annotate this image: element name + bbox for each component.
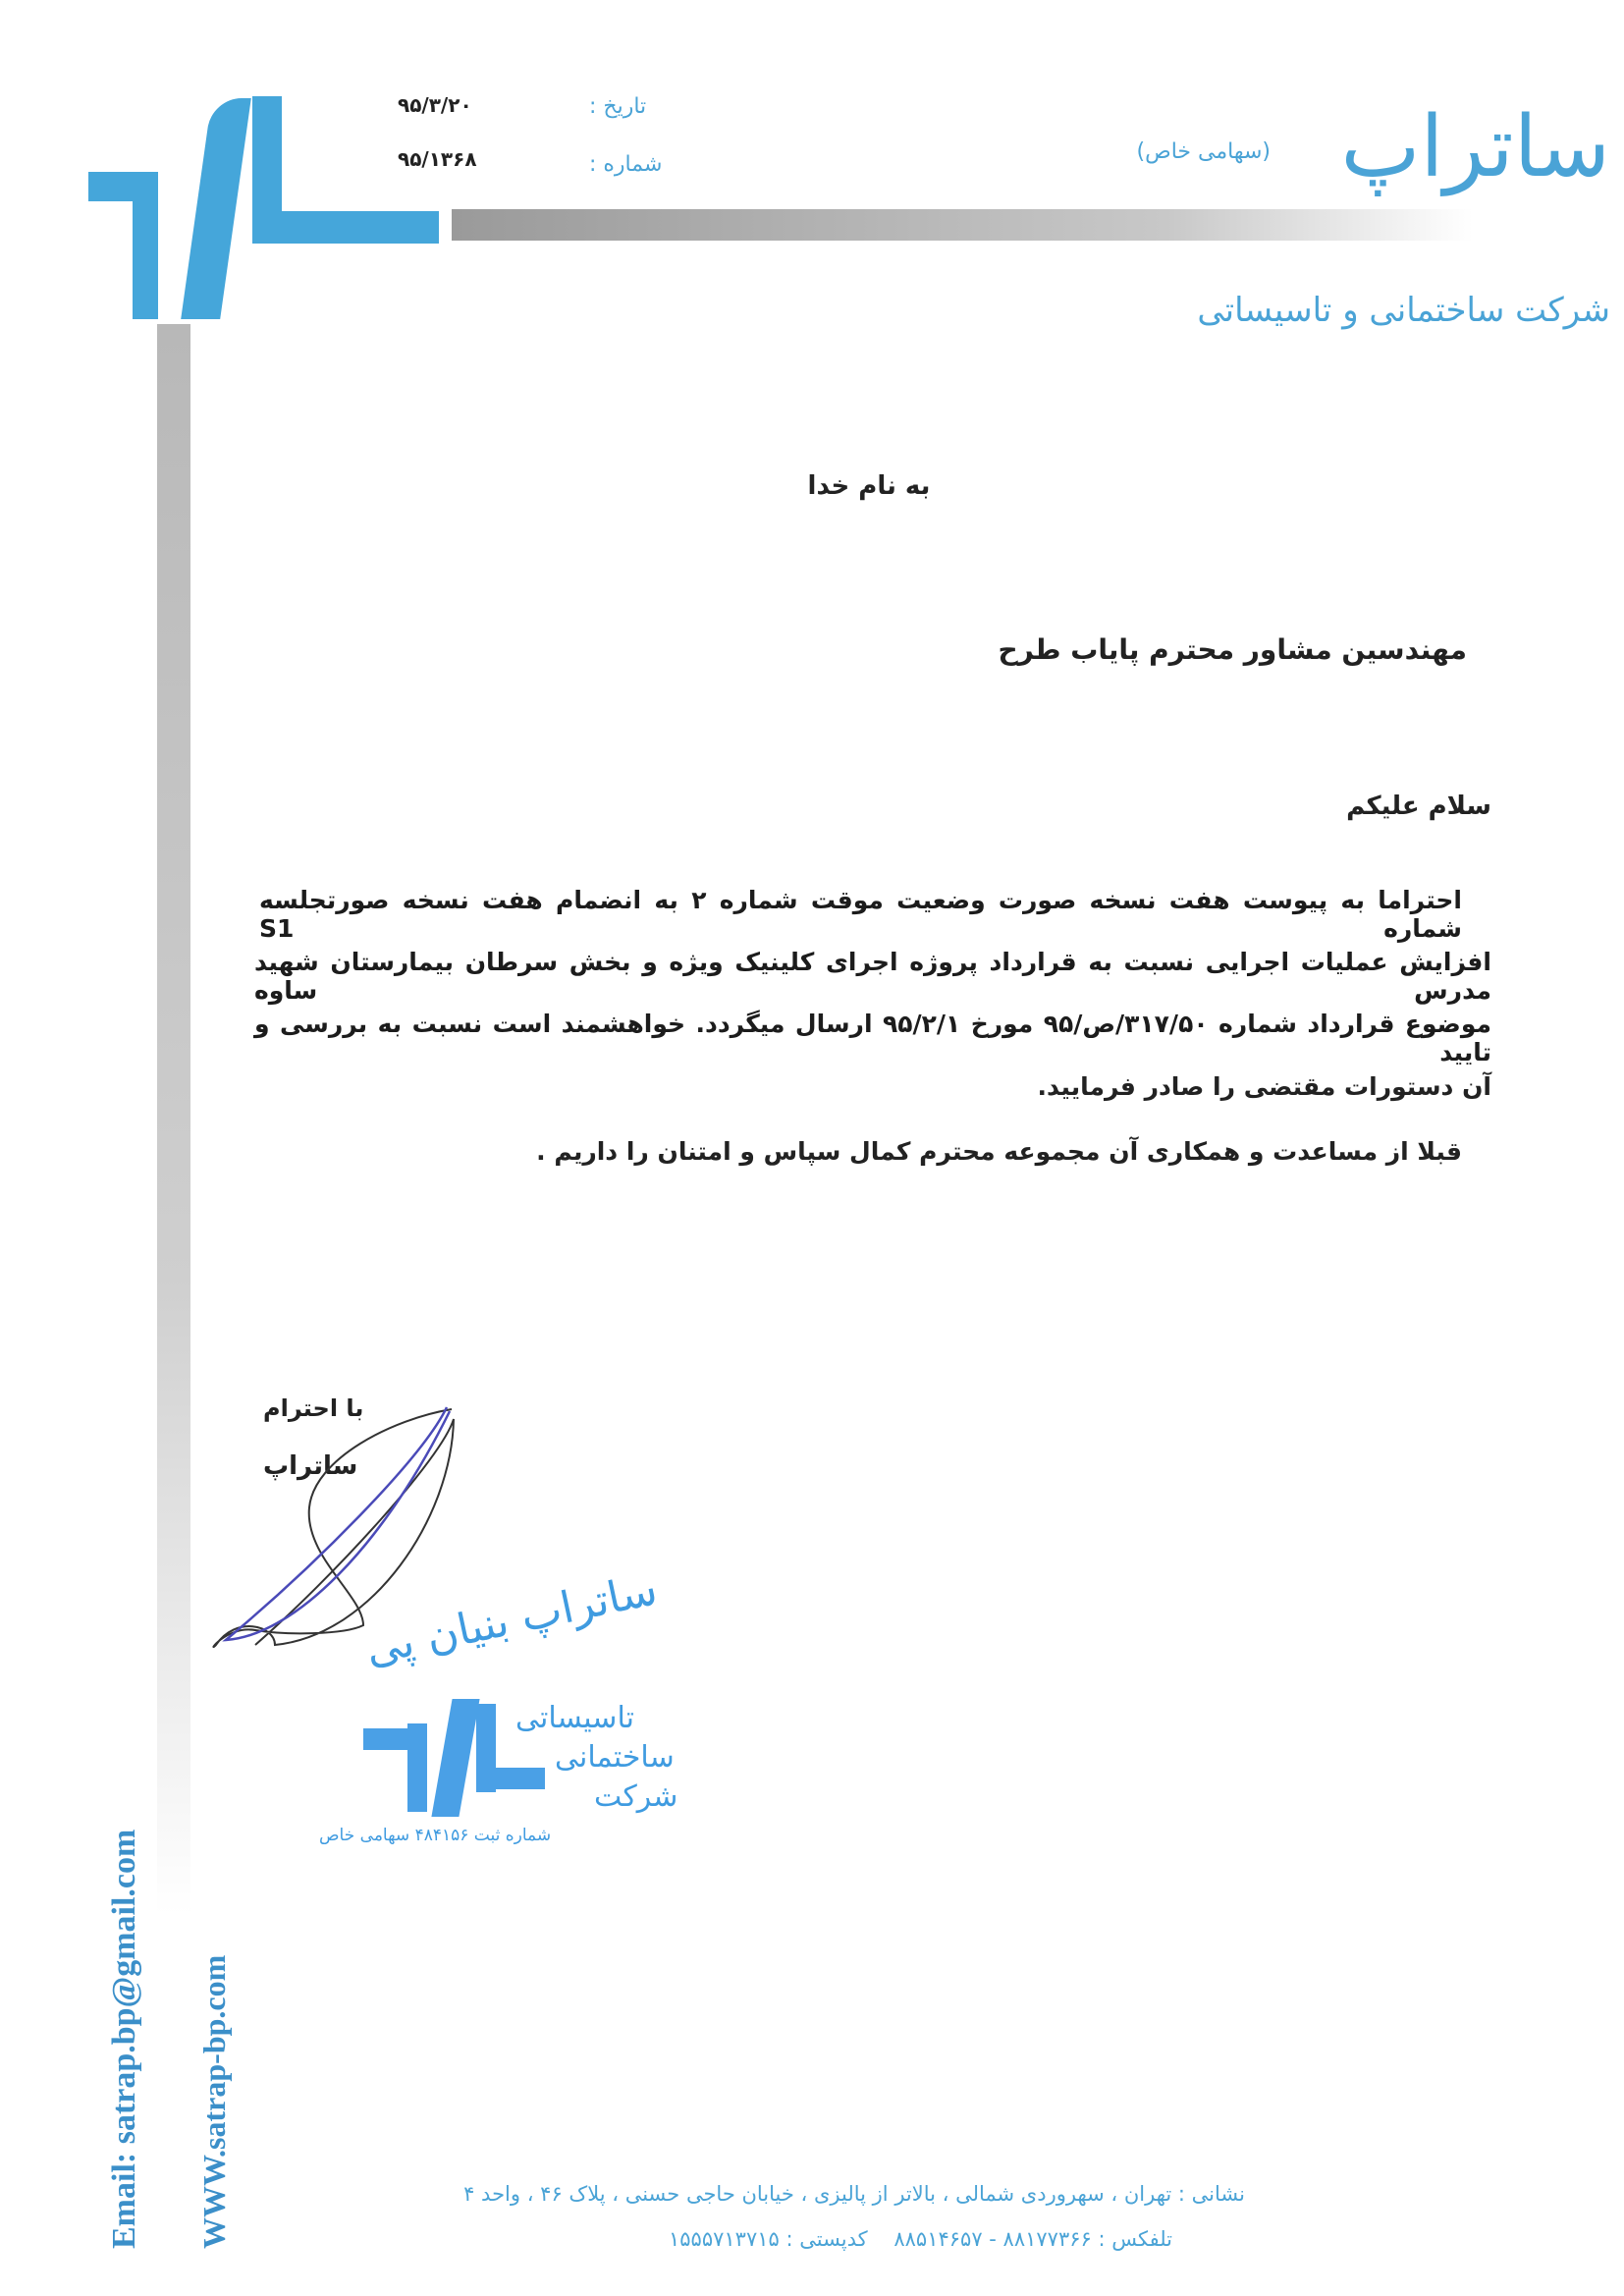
company-stamp	[304, 1564, 697, 1866]
signatory: ساتراپ	[263, 1451, 358, 1481]
greeting: سلام علیکم	[1346, 792, 1491, 821]
website-text: WWW.satrap-bp.com	[196, 1954, 232, 2249]
stamp-line3: شرکت	[594, 1779, 678, 1814]
body-line: آن دستورات مقتضی را صادر فرمایید.	[1037, 1072, 1491, 1101]
stamp-line1: تاسیساتی	[515, 1701, 634, 1735]
brand-name: ساتراپ	[1340, 98, 1610, 196]
stamp-registration: شماره ثبت ۴۸۴۱۵۶ سهامی خاص	[319, 1826, 552, 1845]
footer-phone: تلفکس : ۸۸۱۷۷۳۶۶ - ۸۸۵۱۴۶۵۷ کدپستی : ۱۵۵۵۷۱۳۷۱۵	[669, 2227, 1172, 2251]
stamp-line2: ساختمانی	[555, 1740, 675, 1775]
invocation: به نام خدا	[807, 471, 931, 501]
recipient: مهندسین مشاور محترم پایاب طرح	[998, 633, 1467, 666]
sign-off: با احترام	[263, 1394, 364, 1422]
company-subtitle: شرکت ساختمانی و تاسیساتی	[1197, 291, 1610, 330]
body-line: موضوع قرارداد شماره ۳۱۷/۵۰/ص/۹۵ مورخ ۹۵/۲/۱ ارسال میگردد. خواهشمند است نسبت به بررسی و تایید	[254, 1010, 1491, 1066]
date-value: ۹۵/۳/۲۰	[398, 93, 472, 117]
number-value: ۹۵/۱۳۶۸	[398, 147, 477, 171]
stamp-name: ساتراپ بنیان پی	[360, 1564, 662, 1675]
email-text: Email: satrap.bp@gmail.com	[106, 1829, 142, 2249]
number-label: شماره :	[589, 152, 663, 177]
brand-type: (سهامی خاص)	[1136, 139, 1271, 164]
side-gray-bar	[157, 324, 190, 1915]
footer-address: نشانی : تهران ، سهروردی شمالی ، بالاتر از پالیزی ، خیابان حاجی حسنی ، پلاک ۴۶ ، واحد ۴	[463, 2182, 1245, 2206]
date-label: تاریخ :	[589, 94, 647, 119]
body-line: افزایش عملیات اجرایی نسبت به قرارداد پروژه اجرای کلینیک ویژه و بخش سرطان بیمارستان شهید مدرس ساوه	[254, 948, 1491, 1005]
closing-line: قبلا از مساعدت و همکاری آن مجموعه محترم کمال سپاس و امتنان را داریم .	[536, 1137, 1462, 1166]
header-gray-bar	[452, 209, 1473, 241]
body-line: احتراما به پیوست هفت نسخه صورت وضعیت موقت شماره ۲ به انضمام هفت نسخه صورتجلسه شماره S1	[259, 886, 1463, 943]
